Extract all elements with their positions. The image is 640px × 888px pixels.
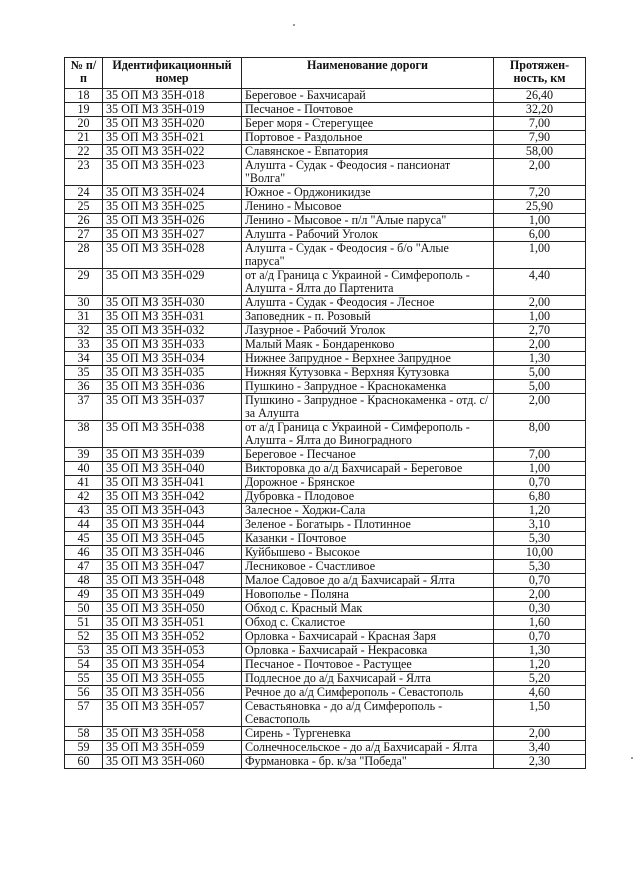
cell-length: 7,00 [494, 117, 586, 131]
cell-id: 35 ОП МЗ 35Н-034 [103, 352, 242, 366]
cell-id: 35 ОП МЗ 35Н-047 [103, 560, 242, 574]
cell-name: Орловка - Бахчисарай - Некрасовка [242, 644, 494, 658]
table-row [65, 727, 586, 741]
cell-num: 38 [65, 421, 103, 448]
table-row [65, 448, 586, 462]
cell-num: 57 [65, 700, 103, 727]
cell-length: 4,60 [494, 686, 586, 700]
cell-name: Дорожное - Брянское [242, 476, 494, 490]
cell-name: Орловка - Бахчисарай - Красная Заря [242, 630, 494, 644]
cell-id: 35 ОП МЗ 35Н-059 [103, 741, 242, 755]
cell-name: Нижнее Запрудное - Верхнее Запрудное [242, 352, 494, 366]
table-row [65, 602, 586, 616]
cell-name: Викторовка до а/д Бахчисарай - Береговое [242, 462, 494, 476]
cell-num: 31 [65, 310, 103, 324]
table-row [65, 145, 586, 159]
cell-name: Береговое - Песчаное [242, 448, 494, 462]
table-row [65, 476, 586, 490]
table-row [65, 490, 586, 504]
cell-length: 4,40 [494, 269, 586, 296]
cell-num: 46 [65, 546, 103, 560]
cell-name: Алушта - Судак - Феодосия - Лесное [242, 296, 494, 310]
cell-id: 35 ОП МЗ 35Н-051 [103, 616, 242, 630]
cell-num: 32 [65, 324, 103, 338]
table-row [65, 518, 586, 532]
cell-num: 26 [65, 214, 103, 228]
cell-name: Славянское - Евпатория [242, 145, 494, 159]
cell-name: Берег моря - Стерегущее [242, 117, 494, 131]
cell-length: 1,50 [494, 700, 586, 727]
cell-name: Казанки - Почтовое [242, 532, 494, 546]
cell-num: 54 [65, 658, 103, 672]
cell-name: Нижняя Кутузовка - Верхняя Кутузовка [242, 366, 494, 380]
cell-length: 7,00 [494, 448, 586, 462]
table-row [65, 741, 586, 755]
cell-num: 47 [65, 560, 103, 574]
cell-num: 27 [65, 228, 103, 242]
cell-num: 59 [65, 741, 103, 755]
header-row [65, 58, 586, 89]
table-row [65, 546, 586, 560]
cell-id: 35 ОП МЗ 35Н-024 [103, 186, 242, 200]
cell-length: 0,70 [494, 574, 586, 588]
table-row [65, 658, 586, 672]
cell-num: 53 [65, 644, 103, 658]
cell-num: 44 [65, 518, 103, 532]
cell-id: 35 ОП МЗ 35Н-033 [103, 338, 242, 352]
cell-id: 35 ОП МЗ 35Н-055 [103, 672, 242, 686]
cell-name: Алушта - Рабочий Уголок [242, 228, 494, 242]
cell-length: 2,00 [494, 394, 586, 421]
table-header [65, 58, 586, 89]
cell-id: 35 ОП МЗ 35Н-039 [103, 448, 242, 462]
cell-length: 8,00 [494, 421, 586, 448]
cell-num: 34 [65, 352, 103, 366]
cell-id: 35 ОП МЗ 35Н-023 [103, 159, 242, 186]
cell-name: Алушта - Судак - Феодосия - б/о "Алые паруса" [242, 242, 494, 269]
cell-num: 29 [65, 269, 103, 296]
table-row [65, 352, 586, 366]
cell-name: Алушта - Судак - Феодосия - пансионат "Волга" [242, 159, 494, 186]
cell-id: 35 ОП МЗ 35Н-020 [103, 117, 242, 131]
cell-length: 3,40 [494, 741, 586, 755]
cell-num: 50 [65, 602, 103, 616]
cell-num: 60 [65, 755, 103, 769]
cell-num: 49 [65, 588, 103, 602]
cell-name: Куйбышево - Высокое [242, 546, 494, 560]
cell-name: Пушкино - Запрудное - Краснокаменка - отд. с/за Алушта [242, 394, 494, 421]
cell-length: 0,70 [494, 476, 586, 490]
table-row [65, 421, 586, 448]
cell-num: 33 [65, 338, 103, 352]
header-num: № п/п [65, 58, 103, 89]
scan-speck [293, 24, 295, 26]
cell-length: 26,40 [494, 89, 586, 103]
cell-length: 1,60 [494, 616, 586, 630]
table-row [65, 103, 586, 117]
cell-length: 2,00 [494, 588, 586, 602]
cell-id: 35 ОП МЗ 35Н-037 [103, 394, 242, 421]
table-row [65, 159, 586, 186]
table-row [65, 186, 586, 200]
cell-num: 42 [65, 490, 103, 504]
cell-num: 24 [65, 186, 103, 200]
cell-id: 35 ОП МЗ 35Н-041 [103, 476, 242, 490]
cell-length: 3,10 [494, 518, 586, 532]
cell-length: 1,00 [494, 310, 586, 324]
cell-length: 2,30 [494, 755, 586, 769]
cell-length: 7,20 [494, 186, 586, 200]
cell-num: 52 [65, 630, 103, 644]
cell-length: 0,70 [494, 630, 586, 644]
cell-length: 5,00 [494, 380, 586, 394]
cell-length: 0,30 [494, 602, 586, 616]
cell-length: 1,20 [494, 504, 586, 518]
cell-id: 35 ОП МЗ 35Н-030 [103, 296, 242, 310]
cell-length: 2,00 [494, 296, 586, 310]
cell-id: 35 ОП МЗ 35Н-060 [103, 755, 242, 769]
cell-id: 35 ОП МЗ 35Н-026 [103, 214, 242, 228]
table-row [65, 89, 586, 103]
cell-name: Ленино - Мысовое - п/л "Алые паруса" [242, 214, 494, 228]
scan-speck [631, 757, 633, 759]
header-name: Наименование дороги [242, 58, 494, 89]
cell-length: 32,20 [494, 103, 586, 117]
cell-num: 43 [65, 504, 103, 518]
cell-id: 35 ОП МЗ 35Н-032 [103, 324, 242, 338]
table-body [65, 89, 586, 769]
cell-id: 35 ОП МЗ 35Н-022 [103, 145, 242, 159]
cell-name: от а/д Граница с Украиной - Симферополь - Алушта - Ялта до Виноградного [242, 421, 494, 448]
cell-num: 36 [65, 380, 103, 394]
cell-id: 35 ОП МЗ 35Н-029 [103, 269, 242, 296]
table-row [65, 672, 586, 686]
table-row [65, 394, 586, 421]
cell-id: 35 ОП МЗ 35Н-053 [103, 644, 242, 658]
cell-name: Солнечносельское - до а/д Бахчисарай - Ялта [242, 741, 494, 755]
cell-id: 35 ОП МЗ 35Н-042 [103, 490, 242, 504]
cell-id: 35 ОП МЗ 35Н-056 [103, 686, 242, 700]
cell-num: 56 [65, 686, 103, 700]
cell-id: 35 ОП МЗ 35Н-050 [103, 602, 242, 616]
cell-id: 35 ОП МЗ 35Н-036 [103, 380, 242, 394]
cell-length: 58,00 [494, 145, 586, 159]
cell-id: 35 ОП МЗ 35Н-044 [103, 518, 242, 532]
roads-table [64, 57, 586, 769]
cell-id: 35 ОП МЗ 35Н-045 [103, 532, 242, 546]
table-row [65, 755, 586, 769]
cell-id: 35 ОП МЗ 35Н-054 [103, 658, 242, 672]
cell-name: Заповедник - п. Розовый [242, 310, 494, 324]
cell-num: 35 [65, 366, 103, 380]
cell-id: 35 ОП МЗ 35Н-043 [103, 504, 242, 518]
cell-id: 35 ОП МЗ 35Н-028 [103, 242, 242, 269]
cell-num: 25 [65, 200, 103, 214]
cell-id: 35 ОП МЗ 35Н-021 [103, 131, 242, 145]
cell-id: 35 ОП МЗ 35Н-057 [103, 700, 242, 727]
table-row [65, 616, 586, 630]
cell-id: 35 ОП МЗ 35Н-046 [103, 546, 242, 560]
cell-num: 28 [65, 242, 103, 269]
cell-name: Зеленое - Богатырь - Плотинное [242, 518, 494, 532]
cell-length: 1,00 [494, 242, 586, 269]
cell-id: 35 ОП МЗ 35Н-049 [103, 588, 242, 602]
cell-id: 35 ОП МЗ 35Н-019 [103, 103, 242, 117]
table-row [65, 700, 586, 727]
cell-num: 19 [65, 103, 103, 117]
cell-num: 41 [65, 476, 103, 490]
cell-length: 1,00 [494, 462, 586, 476]
cell-name: Песчаное - Почтовое - Растущее [242, 658, 494, 672]
cell-num: 48 [65, 574, 103, 588]
table-row [65, 462, 586, 476]
cell-length: 1,20 [494, 658, 586, 672]
cell-num: 21 [65, 131, 103, 145]
cell-length: 25,90 [494, 200, 586, 214]
cell-id: 35 ОП МЗ 35Н-035 [103, 366, 242, 380]
cell-name: Береговое - Бахчисарай [242, 89, 494, 103]
table-row [65, 296, 586, 310]
table-row [65, 504, 586, 518]
cell-name: от а/д Граница с Украиной - Симферополь - Алушта - Ялта до Партенита [242, 269, 494, 296]
table-row [65, 560, 586, 574]
cell-name: Пушкино - Запрудное - Краснокаменка [242, 380, 494, 394]
table-row [65, 588, 586, 602]
cell-id: 35 ОП МЗ 35Н-031 [103, 310, 242, 324]
cell-num: 39 [65, 448, 103, 462]
cell-length: 5,20 [494, 672, 586, 686]
cell-id: 35 ОП МЗ 35Н-048 [103, 574, 242, 588]
cell-num: 40 [65, 462, 103, 476]
cell-length: 7,90 [494, 131, 586, 145]
table-row [65, 310, 586, 324]
cell-length: 5,30 [494, 532, 586, 546]
table-row [65, 644, 586, 658]
cell-id: 35 ОП МЗ 35Н-038 [103, 421, 242, 448]
cell-name: Новополье - Поляна [242, 588, 494, 602]
cell-num: 45 [65, 532, 103, 546]
cell-num: 37 [65, 394, 103, 421]
header-length: Протяжен-ность, км [494, 58, 586, 89]
cell-name: Лесниковое - Счастливое [242, 560, 494, 574]
cell-length: 1,30 [494, 352, 586, 366]
table-row [65, 380, 586, 394]
cell-name: Ленино - Мысовое [242, 200, 494, 214]
cell-name: Подлесное до а/д Бахчисарай - Ялта [242, 672, 494, 686]
cell-length: 5,30 [494, 560, 586, 574]
cell-length: 6,00 [494, 228, 586, 242]
cell-length: 2,00 [494, 727, 586, 741]
cell-num: 18 [65, 89, 103, 103]
cell-name: Фурмановка - бр. к/за "Победа" [242, 755, 494, 769]
cell-id: 35 ОП МЗ 35Н-018 [103, 89, 242, 103]
cell-length: 2,70 [494, 324, 586, 338]
table-row [65, 200, 586, 214]
cell-name: Севастьяновка - до а/д Симферополь - Севастополь [242, 700, 494, 727]
cell-id: 35 ОП МЗ 35Н-040 [103, 462, 242, 476]
cell-length: 10,00 [494, 546, 586, 560]
cell-num: 30 [65, 296, 103, 310]
cell-length: 2,00 [494, 338, 586, 352]
table-row [65, 131, 586, 145]
cell-name: Портовое - Раздольное [242, 131, 494, 145]
cell-id: 35 ОП МЗ 35Н-058 [103, 727, 242, 741]
cell-num: 58 [65, 727, 103, 741]
table-row [65, 630, 586, 644]
cell-name: Лазурное - Рабочий Уголок [242, 324, 494, 338]
cell-num: 22 [65, 145, 103, 159]
table-row [65, 338, 586, 352]
cell-id: 35 ОП МЗ 35Н-027 [103, 228, 242, 242]
cell-num: 51 [65, 616, 103, 630]
cell-name: Сирень - Тургеневка [242, 727, 494, 741]
table-row [65, 324, 586, 338]
cell-name: Малый Маяк - Бондаренково [242, 338, 494, 352]
cell-name: Обход с. Скалистое [242, 616, 494, 630]
cell-id: 35 ОП МЗ 35Н-025 [103, 200, 242, 214]
table-row [65, 228, 586, 242]
cell-num: 55 [65, 672, 103, 686]
header-id: Идентификационный номер [103, 58, 242, 89]
table-row [65, 269, 586, 296]
cell-name: Южное - Орджоникидзе [242, 186, 494, 200]
cell-name: Песчаное - Почтовое [242, 103, 494, 117]
cell-num: 23 [65, 159, 103, 186]
cell-length: 5,00 [494, 366, 586, 380]
cell-name: Обход с. Красный Мак [242, 602, 494, 616]
cell-name: Дубровка - Плодовое [242, 490, 494, 504]
cell-length: 2,00 [494, 159, 586, 186]
table-row [65, 532, 586, 546]
table-row [65, 242, 586, 269]
cell-name: Речное до а/д Симферополь - Севастополь [242, 686, 494, 700]
cell-num: 20 [65, 117, 103, 131]
table-row [65, 117, 586, 131]
cell-length: 1,30 [494, 644, 586, 658]
table-row [65, 574, 586, 588]
table-row [65, 214, 586, 228]
cell-length: 6,80 [494, 490, 586, 504]
cell-id: 35 ОП МЗ 35Н-052 [103, 630, 242, 644]
table-row [65, 686, 586, 700]
cell-name: Залесное - Ходжи-Сала [242, 504, 494, 518]
table-row [65, 366, 586, 380]
cell-name: Малое Садовое до а/д Бахчисарай - Ялта [242, 574, 494, 588]
cell-length: 1,00 [494, 214, 586, 228]
